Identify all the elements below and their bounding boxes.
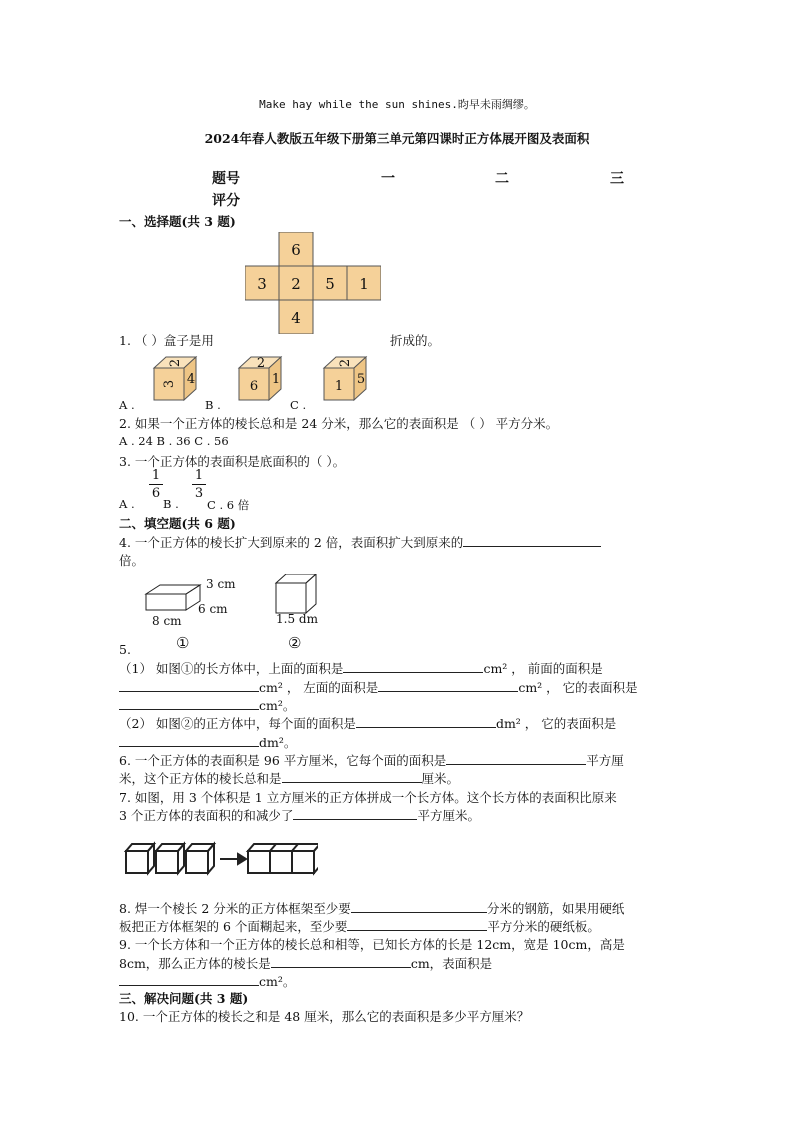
- net-face-right: 5: [325, 275, 335, 293]
- q5-figures: [140, 574, 350, 654]
- q2-text: 2. 如果一个正方体的棱长总和是 24 分米，那么它的表面积是 （ ） 平方分米。: [119, 416, 559, 431]
- q6-line2: 米，这个正方体的棱长总和是 厘米。: [119, 771, 460, 786]
- svg-text:②: ②: [288, 634, 302, 652]
- svg-text:3: 3: [162, 379, 177, 389]
- q5-1-line1: （1） 如图①的长方体中，上面的面积是 cm² ， 前面的面积是: [119, 661, 603, 676]
- option-c-cube: [320, 354, 372, 402]
- q1-option-b: B .: [205, 398, 221, 412]
- section1-heading: 一、选择题(共 3 题): [119, 214, 236, 229]
- q9-line3: cm²。: [119, 972, 295, 990]
- q5-left-area-blank[interactable]: [378, 679, 518, 692]
- svg-text:8 cm: 8 cm: [152, 614, 182, 628]
- q7-blank[interactable]: [293, 807, 417, 820]
- q3-frac-b: 1 3: [192, 468, 206, 501]
- q5-top-area-blank[interactable]: [343, 660, 483, 673]
- q7-cubes-figure: [124, 841, 318, 877]
- q5-2-line2: dm²。: [119, 733, 296, 751]
- q9-line1: 9. 一个长方体和一个正方体的棱长总和相等，已知长方体的长是 12cm，宽是 10cm，高是: [119, 937, 625, 952]
- q5-1-line3: cm²。: [119, 696, 295, 714]
- q5-face-area-blank[interactable]: [356, 715, 496, 728]
- q6-line1: 6. 一个正方体的表面积是 96 平方厘米，它每个面的面积是 平方厘: [119, 753, 624, 768]
- section2-heading: 二、填空题(共 6 题): [119, 516, 236, 531]
- score-col-2: 二: [495, 171, 509, 187]
- q3-option-c: C . 6 倍: [207, 498, 250, 512]
- q1-text-pre: 1. （ ）盒子是用: [119, 333, 214, 348]
- cube-net-figure: [245, 232, 381, 334]
- q1-option-c: C .: [290, 398, 307, 412]
- score-row2-label: 评分: [212, 193, 240, 209]
- net-face-left: 3: [257, 275, 267, 293]
- score-row-label: 题号: [212, 171, 240, 187]
- q7-line1: 7. 如图，用 3 个体积是 1 立方厘米的正方体拼成一个长方体。这个长方体的表面积比原来: [119, 790, 617, 805]
- q3-option-b: B .: [163, 497, 179, 511]
- q5-2-line1: （2） 如图②的正方体中，每个面的面积是 dm² ， 它的表面积是: [119, 716, 617, 731]
- q6-edge-sum-blank[interactable]: [282, 770, 422, 783]
- q7-line2: 3 个正方体的表面积的和减少了 平方厘米。: [119, 808, 480, 823]
- q10-text: 10. 一个正方体的棱长之和是 48 厘米，那么它的表面积是多少平方厘米？: [119, 1009, 530, 1024]
- q4-text-end: 倍。: [119, 553, 145, 568]
- svg-text:5: 5: [356, 372, 366, 387]
- q5-cube-surface-blank[interactable]: [119, 734, 259, 747]
- q8-board-blank[interactable]: [347, 918, 487, 931]
- net-face-far-right: 1: [359, 275, 369, 293]
- svg-text:4: 4: [186, 372, 196, 387]
- svg-text:①: ①: [176, 634, 190, 652]
- option-a-cube: [150, 354, 202, 402]
- q9-line2: 8cm，那么正方体的棱长是 cm，表面积是: [119, 956, 493, 971]
- net-face-top: 6: [291, 241, 301, 259]
- svg-text:6 cm: 6 cm: [198, 602, 228, 616]
- net-face-center: 2: [291, 275, 301, 293]
- svg-text:2: 2: [338, 358, 353, 368]
- q5-cuboid-surface-blank[interactable]: [119, 697, 259, 710]
- score-col-3: 三: [610, 171, 624, 187]
- svg-text:1.5 dm: 1.5 dm: [276, 612, 318, 626]
- section3-heading: 三、解决问题(共 3 题): [119, 991, 249, 1006]
- q8-steel-blank[interactable]: [351, 900, 487, 913]
- q6-face-area-blank[interactable]: [446, 752, 586, 765]
- q3-option-a: A .: [119, 497, 135, 511]
- q3-frac-a: 1 6: [149, 468, 163, 501]
- net-face-bottom: 4: [291, 309, 301, 327]
- svg-text:6: 6: [249, 379, 259, 394]
- q8-line1: 8. 焊一个棱长 2 分米的正方体框架至少要 分米的钢筋，如果用硬纸: [119, 901, 625, 916]
- svg-text:2: 2: [256, 356, 266, 371]
- score-col-1: 一: [381, 171, 395, 187]
- option-b-cube: [235, 354, 287, 402]
- q8-line2: 板把正方体框架的 6 个面糊起来，至少要 平方分米的硬纸板。: [119, 919, 600, 934]
- svg-text:3 cm: 3 cm: [206, 577, 236, 591]
- q5-front-area-blank[interactable]: [119, 679, 259, 692]
- q5-1-line2: cm² ， 左面的面积是 cm² ， 它的表面积是: [119, 678, 638, 696]
- motto: Make hay while the sun shines.昀早未雨绸缪。: [259, 98, 535, 111]
- q4-text: 4. 一个正方体的棱长扩大到原来的 2 倍，表面积扩大到原来的: [119, 533, 601, 551]
- q2-options: A . 24 B . 36 C . 56: [119, 434, 229, 448]
- q1-text-post: 折成的。: [390, 333, 441, 348]
- q1-option-a: A .: [119, 398, 135, 412]
- svg-text:1: 1: [271, 372, 281, 387]
- q3-text: 3. 一个正方体的表面积是底面积的（ ）。: [119, 454, 346, 469]
- q4-blank[interactable]: [463, 534, 601, 547]
- svg-text:1: 1: [334, 379, 344, 394]
- svg-text:2: 2: [168, 358, 183, 368]
- q5-number: 5.: [119, 642, 131, 657]
- q9-surface-blank[interactable]: [119, 973, 259, 986]
- q9-edge-blank[interactable]: [271, 955, 411, 968]
- page-title: 2024年春人教版五年级下册第三单元第四课时正方体展开图及表面积: [204, 131, 590, 146]
